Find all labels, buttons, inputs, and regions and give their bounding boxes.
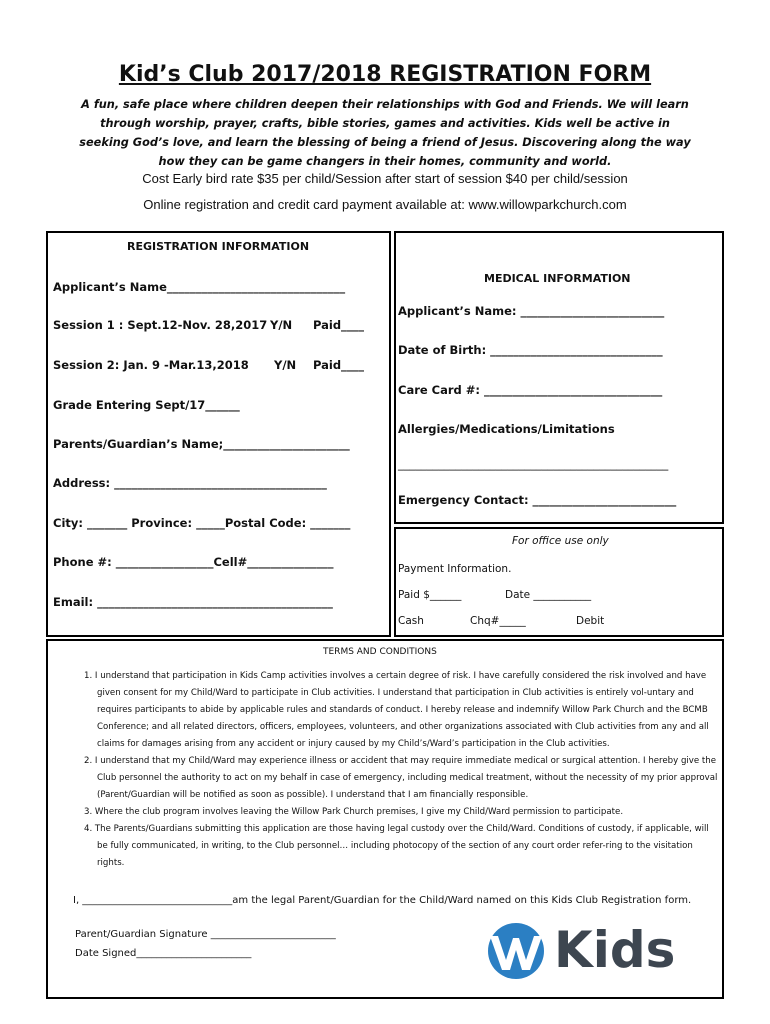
online-registration-line: Online registration and credit card payment available at: www.willowparkchurch.com: [143, 197, 627, 212]
parents-name-field[interactable]: Parents/Guardian’s Name;______________________: [53, 437, 350, 451]
medical-heading: MEDICAL INFORMATION: [484, 272, 631, 285]
paid-amount-field[interactable]: Paid $______: [398, 589, 462, 601]
session1-paid-field[interactable]: Paid____: [313, 318, 365, 332]
email-field[interactable]: Email: _________________________________________: [53, 595, 333, 609]
cheque-field[interactable]: Chq#_____: [470, 615, 526, 627]
allergies-label: Allergies/Medications/Limitations: [398, 422, 615, 436]
session1-label: Session 1 : Sept.12-Nov. 28,2017: [53, 318, 268, 332]
intro-text: [48, 95, 722, 171]
form-title: Kid’s Club 2017/2018 REGISTRATION FORM: [118, 62, 652, 87]
care-card-field[interactable]: Care Card #: _______________________________: [398, 383, 663, 397]
office-heading: For office use only: [512, 535, 609, 547]
cost-line: Cost Early bird rate $35 per child/Session after start of session $40 per child/session: [142, 171, 628, 186]
terms-item: 4. The Parents/Guardians submitting this application are those having legal custody over the Child/Ward. Conditions of custody, if applicable, will be fully communicated, in writing, to the Club personnel… including photocopy of the section of any court order refer-ring to the visitation rights.: [84, 824, 709, 868]
session2-paid-field[interactable]: Paid____: [313, 358, 365, 372]
address-field[interactable]: Address: _____________________________________: [53, 476, 327, 490]
terms-heading: TERMS AND CONDITIONS: [323, 647, 437, 657]
phone-cell-field[interactable]: Phone #: _________________Cell#_______________: [53, 555, 334, 569]
city-province-postal-field[interactable]: City: _______ Province: _____Postal Code: _______: [53, 516, 351, 530]
intro-line: A fun, safe place where children deepen their relationships with God and Friends. We will learn: [81, 98, 689, 111]
payment-info-label: Payment Information.: [398, 563, 512, 575]
dob-field[interactable]: Date of Birth: ______________________________: [398, 343, 663, 357]
signature-field[interactable]: Parent/Guardian Signature _________________________: [75, 929, 336, 940]
applicant-name-field[interactable]: Applicant’s Name_______________________________: [53, 280, 346, 294]
declaration-field[interactable]: I, ______________________________am the legal Parent/Guardian for the Child/Ward named on this Kids Club Registration form.: [73, 895, 692, 906]
registration-heading: REGISTRATION INFORMATION: [127, 240, 310, 253]
intro-line: seeking God’s love, and learn the blessing of being a friend of Jesus. Discovering along the way: [79, 136, 691, 149]
session1-yn-field[interactable]: Y/N: [270, 318, 293, 332]
emergency-contact-field[interactable]: Emergency Contact: _________________________: [398, 493, 677, 507]
session2-label: Session 2: Jan. 9 -Mar.13,2018: [53, 358, 249, 372]
kids-logo: [486, 918, 676, 984]
cash-option[interactable]: Cash: [398, 615, 424, 627]
logo-text: Kids: [554, 921, 676, 979]
date-signed-field[interactable]: Date Signed_______________________: [75, 948, 252, 959]
terms-list: [73, 668, 718, 872]
terms-item: 1. I understand that participation in Kids Camp activities involves a certain degree of risk. I have carefully considered the risk involved and have given consent for my Child/Ward to participate in Club activities. I understand that participation in Club activities is entirely vol-untary and requires participants to abide by applicable rules and standards of conduct. I hereby release and indemnify Willow Park Church and the BCMB Conference; and all related directors, officers, employees, volunteers, and other organizations associated with Club activities from any and all claims for damages arising from any accident or injury caused by my Child’s/Ward’s participation in the Club activities.: [84, 671, 709, 749]
intro-line: how they can be game changers in their homes, community and world.: [158, 155, 612, 168]
intro-line: through worship, prayer, crafts, bible stories, games and activities. Kids well be active in: [100, 117, 670, 130]
medical-applicant-field[interactable]: Applicant’s Name: _________________________: [398, 304, 665, 318]
payment-date-field[interactable]: Date ___________: [505, 589, 592, 601]
allergies-field[interactable]: _______________________________________________: [398, 457, 669, 471]
grade-field[interactable]: Grade Entering Sept/17______: [53, 398, 240, 412]
session2-yn-field[interactable]: Y/N: [274, 358, 297, 372]
terms-item: 3. Where the club program involves leaving the Willow Park Church premises, I give my Child/Ward permission to participate.: [84, 807, 624, 817]
debit-option[interactable]: Debit: [576, 615, 605, 627]
terms-item: 2. I understand that my Child/Ward may experience illness or accident that may require immediate medical or surgical attention. I hereby give the Club personnel the authority to act on my behalf in case of emergency, including medical treatment, without the necessity of my prior approval (Parent/Guardian will be notified as soon as possible). I understand that I am financially responsible.: [84, 756, 718, 800]
